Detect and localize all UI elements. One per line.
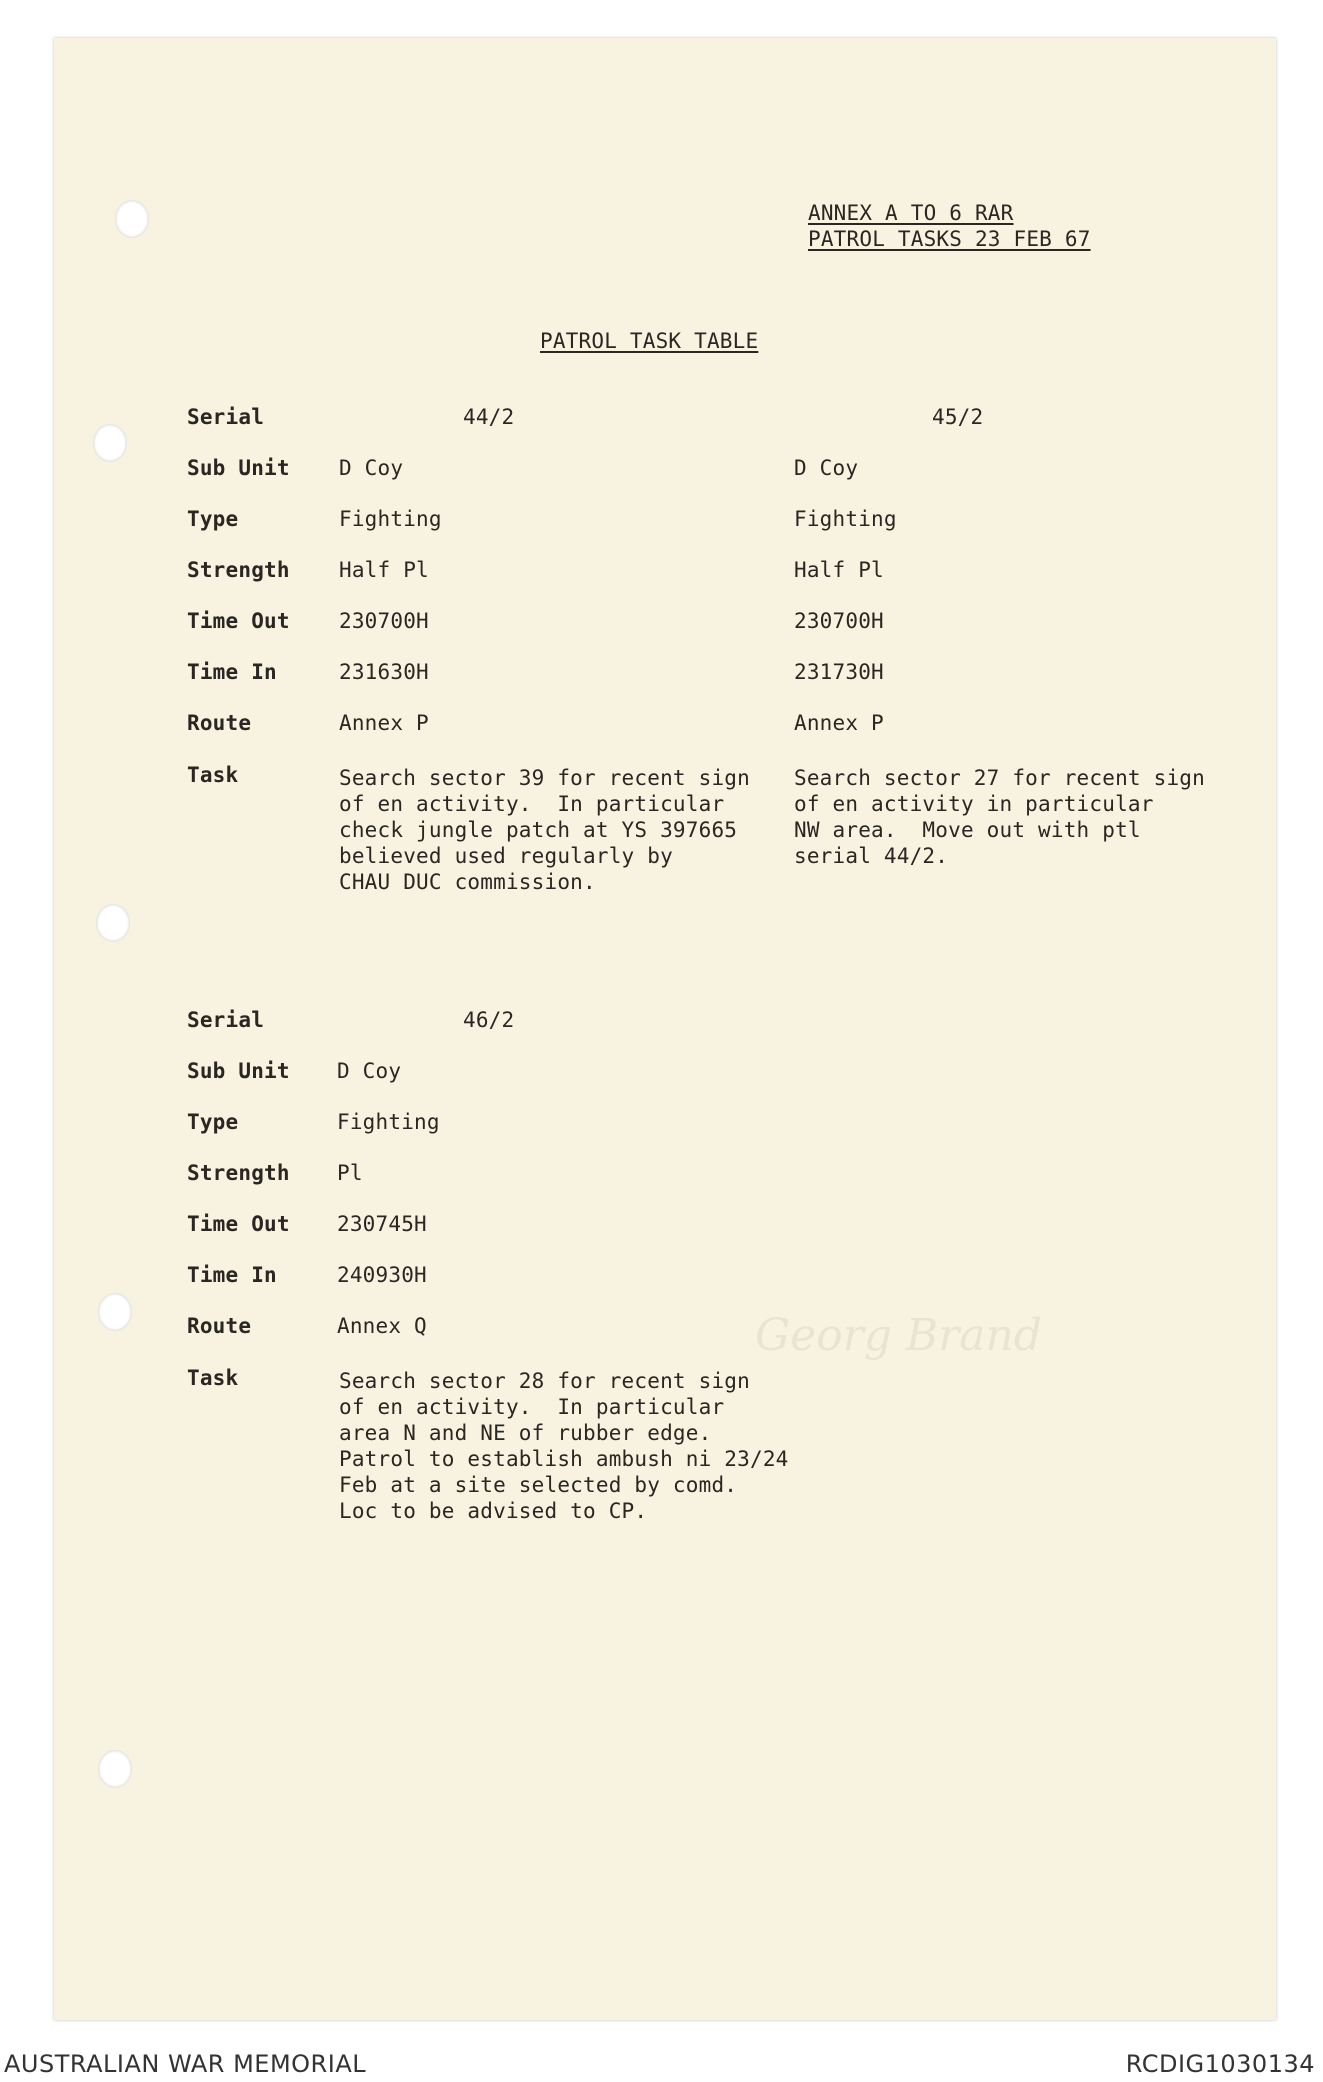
label-strength: Strength xyxy=(187,558,290,582)
patrol-sub-unit: D Coy xyxy=(339,456,404,480)
footer-archive-name: AUSTRALIAN WAR MEMORIAL xyxy=(4,2050,367,2078)
label-type: Type xyxy=(187,507,239,531)
page-title: PATROL TASK TABLE xyxy=(540,329,759,353)
label-task: Task xyxy=(187,1366,239,1390)
patrol-task: Search sector 39 for recent sign of en activity. In particular check jungle patch at YS 397665 believed used regularly by CHAU DUC commission. xyxy=(339,766,750,894)
patrol-time-out: 230700H xyxy=(339,609,429,633)
label-route: Route xyxy=(187,1314,252,1338)
label-strength: Strength xyxy=(187,1161,290,1185)
label-serial: Serial xyxy=(187,405,265,429)
patrol-type: Fighting xyxy=(337,1110,440,1134)
patrol-time-out: 230745H xyxy=(337,1212,427,1236)
patrol-strength: Half Pl xyxy=(794,558,884,582)
punch-hole xyxy=(98,1750,132,1788)
label-time-in: Time In xyxy=(187,1263,277,1287)
patrol-route: Annex P xyxy=(794,711,884,735)
patrol-task: Search sector 28 for recent sign of en activity. In particular area N and NE of rubber edge. Patrol to establish ambush ni 23/24 Feb at a site selected by comd. Loc to be advised to CP. xyxy=(339,1369,789,1523)
patrol-route: Annex Q xyxy=(337,1314,427,1338)
patrol-task: Search sector 27 for recent sign of en activity in particular NW area. Move out with ptl serial 44/2. xyxy=(794,766,1205,868)
label-serial: Serial xyxy=(187,1008,265,1032)
patrol-time-in: 231630H xyxy=(339,660,429,684)
label-type: Type xyxy=(187,1110,239,1134)
patrol-sub-unit: D Coy xyxy=(337,1059,402,1083)
annex-header-line1: ANNEX A TO 6 RAR xyxy=(808,201,1014,225)
patrol-serial: 44/2 xyxy=(463,405,515,429)
patrol-time-out: 230700H xyxy=(794,609,884,633)
patrol-time-in: 240930H xyxy=(337,1263,427,1287)
patrol-serial: 45/2 xyxy=(932,405,984,429)
label-time-out: Time Out xyxy=(187,1212,290,1236)
label-task: Task xyxy=(187,763,239,787)
label-time-out: Time Out xyxy=(187,609,290,633)
patrol-sub-unit: D Coy xyxy=(794,456,859,480)
patrol-serial: 46/2 xyxy=(463,1008,515,1032)
annex-header-line2: PATROL TASKS 23 FEB 67 xyxy=(808,227,1091,251)
punch-hole xyxy=(93,424,127,462)
punch-hole xyxy=(98,1293,132,1331)
label-route: Route xyxy=(187,711,252,735)
patrol-type: Fighting xyxy=(339,507,442,531)
patrol-strength: Half Pl xyxy=(339,558,429,582)
patrol-time-in: 231730H xyxy=(794,660,884,684)
label-sub-unit: Sub Unit xyxy=(187,1059,290,1083)
faint-signature: Georg Brand xyxy=(755,1310,1042,1361)
punch-hole xyxy=(96,904,130,942)
patrol-type: Fighting xyxy=(794,507,897,531)
label-time-in: Time In xyxy=(187,660,277,684)
punch-hole xyxy=(115,200,149,238)
patrol-route: Annex P xyxy=(339,711,429,735)
patrol-strength: Pl xyxy=(337,1161,363,1185)
footer-record-id: RCDIG1030134 xyxy=(1125,2050,1315,2078)
label-sub-unit: Sub Unit xyxy=(187,456,290,480)
